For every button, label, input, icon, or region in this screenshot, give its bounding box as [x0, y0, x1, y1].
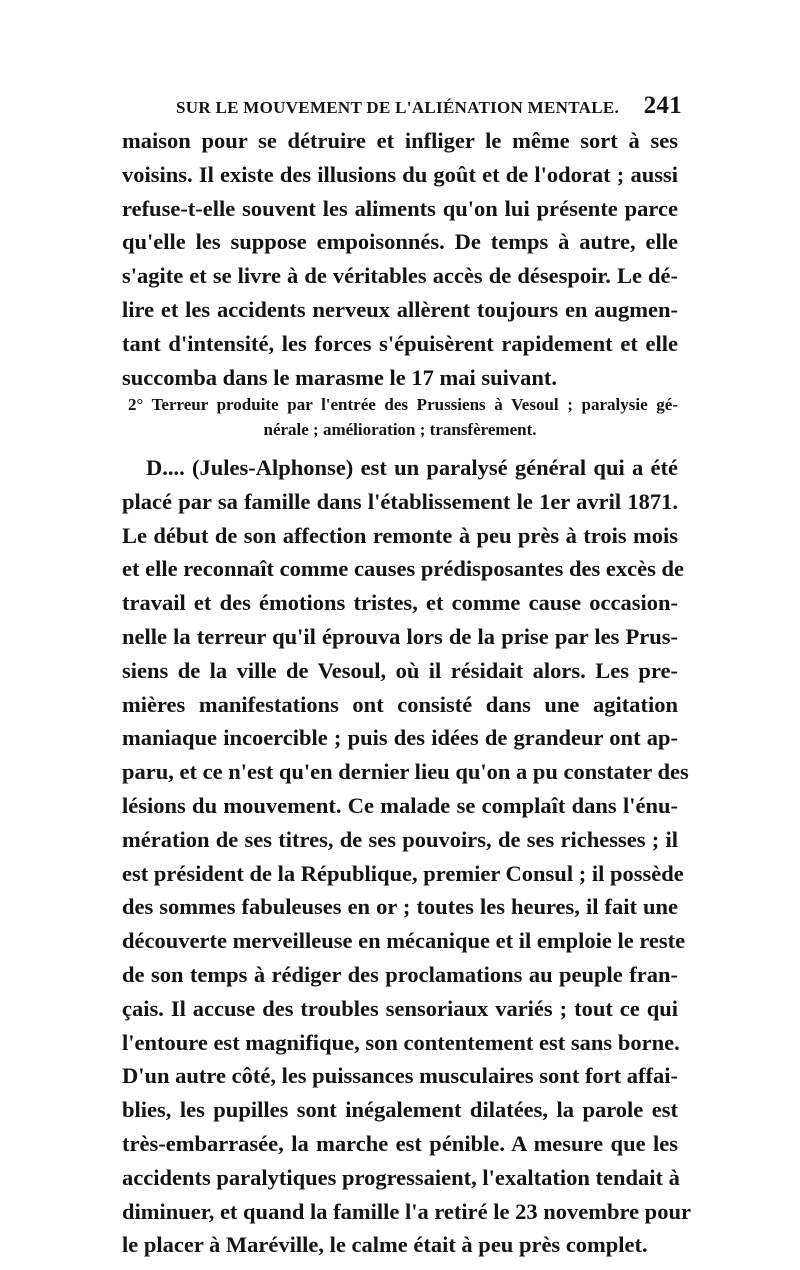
- text-line: voisins. Il existe des illusions du goût et de l'odorat ; aussi: [122, 161, 678, 187]
- text-line: et elle reconnaît comme causes prédisposantes des excès de: [122, 556, 684, 582]
- text-line: lésions du mouvement. Ce malade se complaît dans l'énu-: [122, 792, 678, 818]
- text-line: mération de ses titres, de ses pouvoirs, de ses richesses ; il: [122, 826, 678, 852]
- text-line: D.... (Jules-Alphonse) est un paralysé général qui a été: [146, 455, 678, 480]
- text-line: D'un autre côté, les puissances musculaires sont fort affai-: [122, 1063, 679, 1089]
- text-line: le placer à Maréville, le calme était à peu près complet.: [122, 1232, 648, 1258]
- text-line: l'entoure est magnifique, son contentement est sans borne.: [122, 1029, 680, 1055]
- case-heading-line: nérale ; amélioration ; transfèrement.: [263, 420, 537, 439]
- text-line: Le début de son affection remonte à peu près à trois mois: [122, 522, 678, 548]
- text-line: de son temps à rédiger des proclamations au peuple fran-: [122, 961, 678, 987]
- case-paragraph: [122, 451, 691, 1262]
- text-line: siens de la ville de Vesoul, où il résidait alors. Les pre-: [122, 657, 678, 683]
- text-line: découverte merveilleuse en mécanique et il emploie le reste: [122, 928, 686, 954]
- text-line: travail et des émotions tristes, et comme cause occasion-: [122, 590, 678, 616]
- text-line: nelle la terreur qu'il éprouva lors de la prise par les Prus-: [122, 623, 678, 649]
- text-line: mières manifestations ont consisté dans une agitation: [122, 691, 678, 717]
- running-head-title: SUR LE MOUVEMENT DE L'ALIÉNATION MENTALE.: [176, 98, 620, 117]
- text-line: tant d'intensité, les forces s'épuisèrent rapidement et elle: [122, 330, 678, 356]
- text-line: succomba dans le marasme le 17 mai suivant.: [122, 364, 557, 390]
- text-line: accidents paralytiques progressaient, l'exaltation tendait à: [122, 1164, 680, 1190]
- text-line: çais. Il accuse des troubles sensoriaux variés ; tout ce qui: [122, 995, 678, 1021]
- text-line: des sommes fabuleuses en or ; toutes les heures, il fait une: [122, 894, 678, 920]
- text-line: qu'elle les suppose empoisonnés. De temps à autre, elle: [122, 229, 678, 255]
- text-line: paru, et ce n'est qu'en dernier lieu qu'on a pu constater des: [122, 759, 689, 785]
- text-line: maniaque incoercible ; puis des idées de grandeur ont ap-: [122, 725, 678, 751]
- text-line: blies, les pupilles sont inégalement dilatées, la parole est: [122, 1097, 678, 1123]
- case-heading: [122, 392, 678, 442]
- text-line: s'agite et se livre à de véritables accès de désespoir. Le dé-: [122, 263, 678, 289]
- text-line: diminuer, et quand la famille l'a retiré le 23 novembre pour: [122, 1198, 691, 1224]
- paragraph-continued: [122, 124, 678, 394]
- text-line: placé par sa famille dans l'établissement le 1er avril 1871.: [122, 488, 678, 514]
- case-heading-line: 2° Terreur produite par l'entrée des Prussiens à Vesoul ; paralysie gé-: [128, 395, 678, 414]
- text-line: refuse-t-elle souvent les aliments qu'on lui présente parce: [122, 195, 678, 221]
- text-line: maison pour se détruire et infliger le même sort à ses: [122, 128, 678, 153]
- running-head: [176, 92, 682, 122]
- page-number: 241: [643, 92, 682, 119]
- text-line: est président de la République, premier Consul ; il possède: [122, 860, 684, 886]
- text-line: lire et les accidents nerveux allèrent toujours en augmen-: [122, 296, 678, 322]
- text-line: très-embarrasée, la marche est pénible. A mesure que les: [122, 1130, 678, 1156]
